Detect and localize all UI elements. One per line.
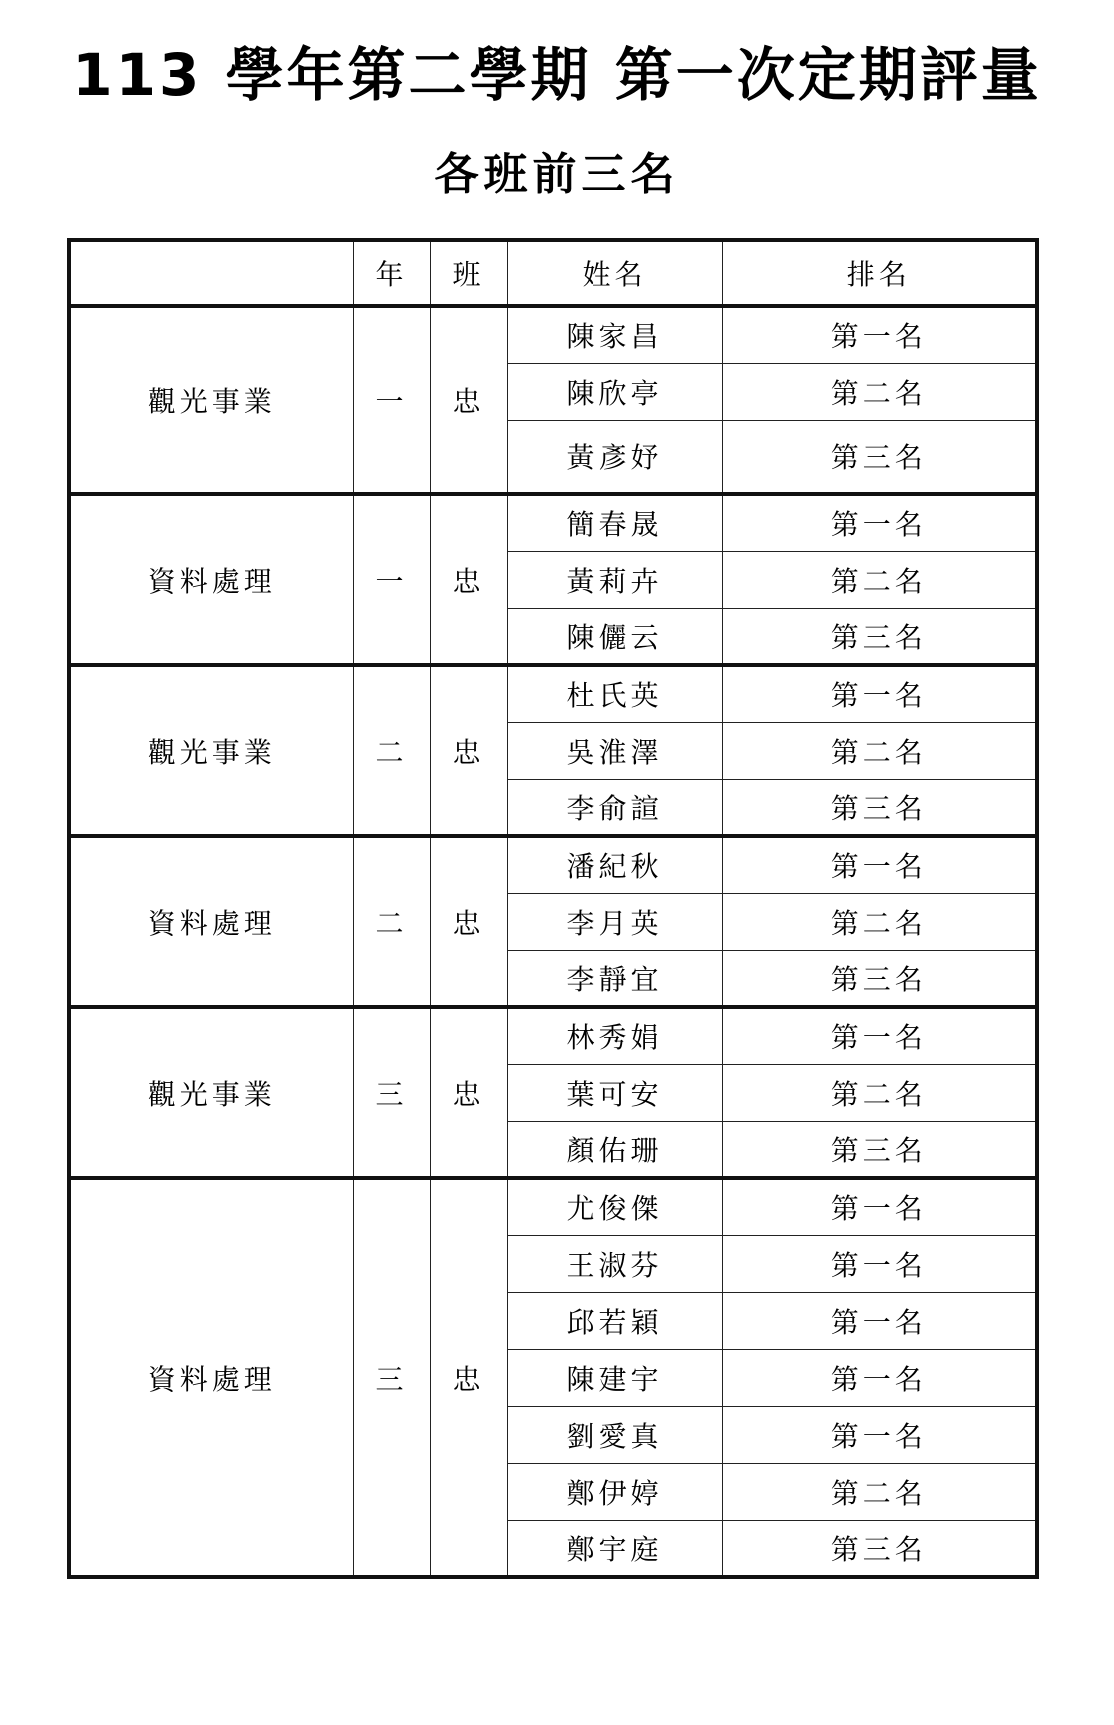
rank-cell: 第一名: [722, 1007, 1037, 1064]
student-name-cell: 鄭伊婷: [507, 1463, 722, 1520]
ranking-table: [67, 238, 1039, 1579]
class-cell: 忠: [430, 1007, 507, 1178]
rank-cell: 第二名: [722, 551, 1037, 608]
page-title: 113 學年第二學期 第一次定期評量: [72, 41, 1042, 109]
grade-cell: 二: [353, 665, 430, 836]
student-name-cell: 黃彥妤: [507, 420, 722, 494]
rank-cell: 第三名: [722, 1121, 1037, 1178]
class-cell: 忠: [430, 836, 507, 1007]
class-cell: 忠: [430, 1178, 507, 1577]
rank-cell: 第一名: [722, 1178, 1037, 1235]
student-name-cell: 顏佑珊: [507, 1121, 722, 1178]
dept-cell: 資料處理: [69, 1178, 353, 1577]
grade-cell: 三: [353, 1178, 430, 1577]
dept-cell: 觀光事業: [69, 665, 353, 836]
student-name-cell: 簡春晟: [507, 494, 722, 551]
rank-cell: 第二名: [722, 1064, 1037, 1121]
student-name-cell: 尤俊傑: [507, 1178, 722, 1235]
dept-cell: 觀光事業: [69, 306, 353, 494]
rank-cell: 第三名: [722, 779, 1037, 836]
header-name: 姓名: [507, 240, 722, 306]
student-name-cell: 鄭宇庭: [507, 1520, 722, 1577]
header-grade: 年: [353, 240, 430, 306]
table-row: [69, 1178, 1037, 1235]
student-name-cell: 陳欣亭: [507, 363, 722, 420]
student-name-cell: 吳淮澤: [507, 722, 722, 779]
student-name-cell: 陳儷云: [507, 608, 722, 665]
rank-cell: 第三名: [722, 950, 1037, 1007]
table-row: [69, 306, 1037, 363]
student-name-cell: 王淑芬: [507, 1235, 722, 1292]
rank-cell: 第一名: [722, 1406, 1037, 1463]
table-body: [69, 306, 1037, 1577]
table-row: [69, 1007, 1037, 1064]
grade-cell: 一: [353, 494, 430, 665]
student-name-cell: 黃莉卉: [507, 551, 722, 608]
class-cell: 忠: [430, 494, 507, 665]
rank-cell: 第二名: [722, 893, 1037, 950]
rank-cell: 第一名: [722, 494, 1037, 551]
table-row: [69, 665, 1037, 722]
rank-cell: 第一名: [722, 1349, 1037, 1406]
rank-cell: 第一名: [722, 1292, 1037, 1349]
student-name-cell: 李俞諠: [507, 779, 722, 836]
grade-cell: 三: [353, 1007, 430, 1178]
rank-cell: 第一名: [722, 1235, 1037, 1292]
page-subtitle: 各班前三名: [434, 149, 680, 200]
rank-cell: 第一名: [722, 665, 1037, 722]
student-name-cell: 陳建宇: [507, 1349, 722, 1406]
rank-cell: 第三名: [722, 1520, 1037, 1577]
table-row: [69, 494, 1037, 551]
rank-cell: 第三名: [722, 420, 1037, 494]
grade-cell: 一: [353, 306, 430, 494]
dept-cell: 資料處理: [69, 494, 353, 665]
header-dept: [69, 240, 353, 306]
rank-cell: 第一名: [722, 836, 1037, 893]
header-row: [69, 240, 1037, 306]
class-cell: 忠: [430, 306, 507, 494]
class-cell: 忠: [430, 665, 507, 836]
dept-cell: 資料處理: [69, 836, 353, 1007]
table-row: [69, 836, 1037, 893]
student-name-cell: 劉愛真: [507, 1406, 722, 1463]
student-name-cell: 潘紀秋: [507, 836, 722, 893]
student-name-cell: 杜氏英: [507, 665, 722, 722]
student-name-cell: 陳家昌: [507, 306, 722, 363]
table-header: [69, 240, 1037, 306]
student-name-cell: 葉可安: [507, 1064, 722, 1121]
dept-cell: 觀光事業: [69, 1007, 353, 1178]
header-class: 班: [430, 240, 507, 306]
student-name-cell: 林秀娟: [507, 1007, 722, 1064]
grade-cell: 二: [353, 836, 430, 1007]
student-name-cell: 李月英: [507, 893, 722, 950]
rank-cell: 第一名: [722, 306, 1037, 363]
rank-cell: 第二名: [722, 722, 1037, 779]
rank-cell: 第二名: [722, 363, 1037, 420]
student-name-cell: 李靜宜: [507, 950, 722, 1007]
rank-cell: 第二名: [722, 1463, 1037, 1520]
rank-cell: 第三名: [722, 608, 1037, 665]
header-rank: 排名: [722, 240, 1037, 306]
student-name-cell: 邱若穎: [507, 1292, 722, 1349]
